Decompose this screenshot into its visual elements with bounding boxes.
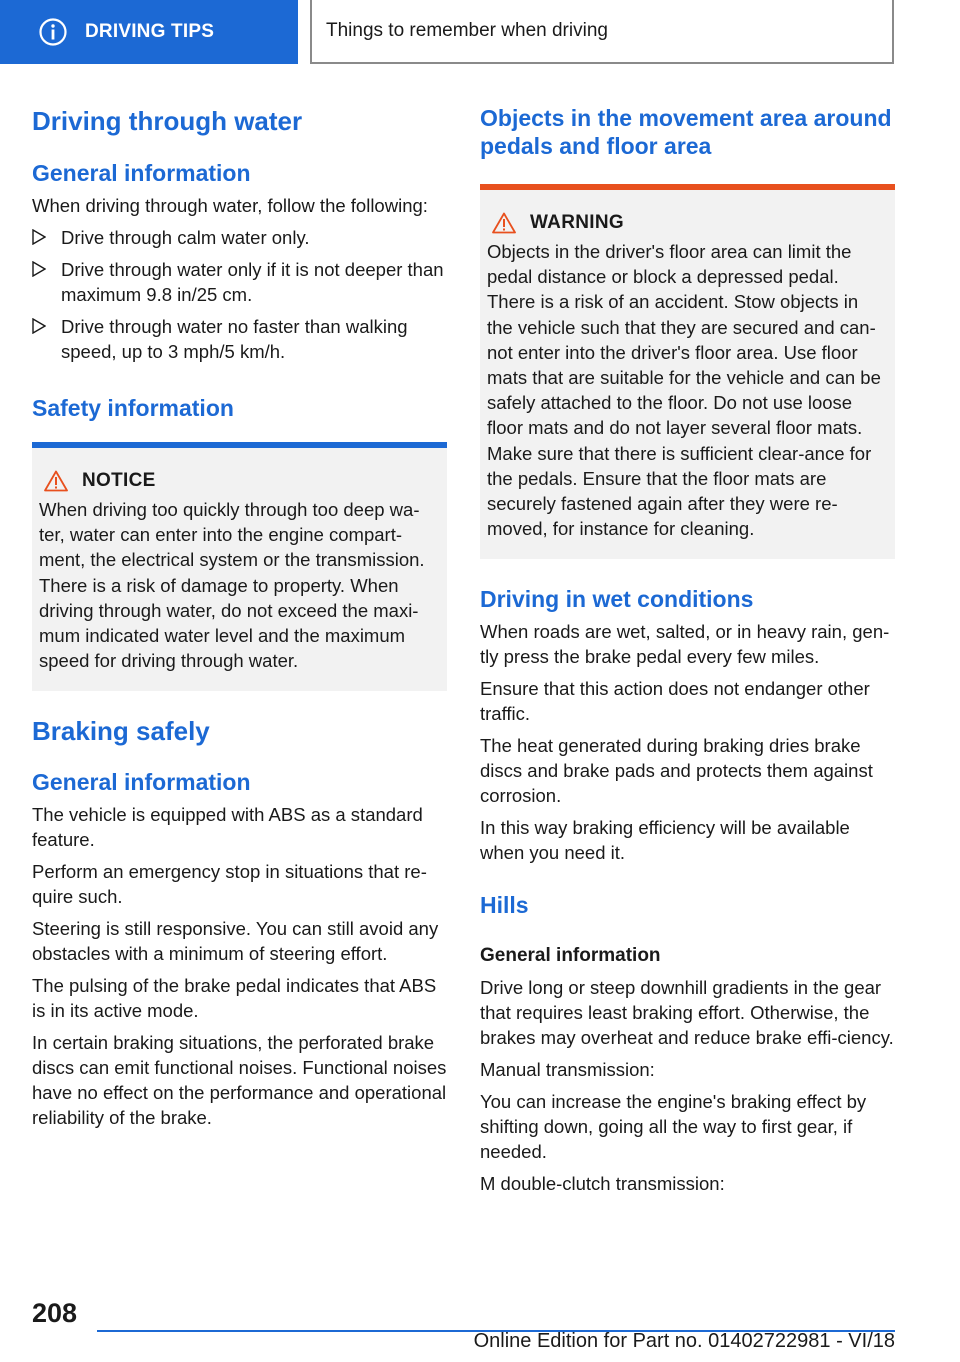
hills-paragraph: Drive long or steep downhill gradients in the gear that requires least braking effort. Otherwise, the brakes may overheat and reduce brake effi-ciency. <box>480 977 894 1049</box>
notice-callout <box>32 442 447 691</box>
notice-label: NOTICE <box>82 470 156 491</box>
warning-header <box>487 212 888 234</box>
chapter-title: Things to remember when driving <box>326 20 608 41</box>
triangle-bullet-icon <box>32 261 46 277</box>
triangle-bullet-icon <box>32 229 46 245</box>
warning-label: WARNING <box>530 212 624 233</box>
hills-general-heading: General information <box>480 945 661 967</box>
section-label: DRIVING TIPS <box>85 21 215 42</box>
braking-paragraph: Perform an emergency stop in situations that re-quire such. <box>32 861 427 908</box>
water-bullet-list <box>32 225 447 364</box>
page-number: 208 <box>32 1298 78 1328</box>
water-intro: When driving through water, follow the following: <box>32 195 428 216</box>
wet-paragraph: The heat generated during braking dries brake discs and brake pads and protects them against corrosion. <box>480 735 873 807</box>
bullet-text: Drive through water no faster than walking speed, up to 3 mph/5 km/h. <box>61 316 408 362</box>
right-column <box>480 96 895 1203</box>
warning-callout <box>480 184 895 559</box>
section-tab <box>0 0 298 64</box>
hills-paragraph: M double-clutch transmission: <box>480 1173 725 1195</box>
hills-paragraph: Manual transmission: <box>480 1059 655 1081</box>
braking-paragraph: The pulsing of the brake pedal indicates that ABS is in its active mode. <box>32 975 437 1022</box>
info-icon <box>38 17 68 47</box>
hills-paragraph: You can increase the engine's braking effect by shifting down, going all the way to first gear, if needed. <box>480 1091 867 1163</box>
list-item <box>32 257 447 307</box>
triangle-bullet-icon <box>32 318 46 334</box>
warning-text: Objects in the driver's floor area can limit the pedal distance or block a depressed pedal. There is a risk of an accident. Stow objects in the vehicle such that they are secured and can-not enter into the driver's floor area. Use floor mats that are suitable for the vehicle and can be safely attached to the floor. Do not use loose floor mats and do not layer several floor mats. Make sure that there is sufficient clear-ance for the pedals. Ensure that the floor mats are securely fastened again after they were re-moved, for instance for cleaning. <box>487 241 881 540</box>
braking-paragraph: In certain braking situations, the perforated brake discs can emit functional noises. Functional noises have no effect on the performance and operational reliability of the brake. <box>32 1032 447 1129</box>
braking-general-heading: General information <box>32 769 251 796</box>
notice-text: When driving too quickly through too deep wa-ter, water can enter into the engine compart-ment, the electrical system or the transmission. There is a risk of damage to property. When driving through water, do not exceed the maxi-mum indicated water level and the maximum speed for driving through water. <box>39 499 425 672</box>
hills-heading: Hills <box>480 892 529 919</box>
braking-safely-heading: Braking safely <box>32 716 210 747</box>
wet-paragraph: Ensure that this action does not endanger other traffic. <box>480 678 870 725</box>
braking-paragraph: Steering is still responsive. You can still avoid any obstacles with a minimum of steering effort. <box>32 918 439 965</box>
warning-triangle-icon <box>44 470 68 492</box>
braking-paragraph: The vehicle is equipped with ABS as a standard feature. <box>32 804 423 851</box>
safety-information-heading: Safety information <box>32 395 234 421</box>
bullet-text: Drive through water only if it is not deeper than maximum 9.8 in/25 cm. <box>61 259 444 305</box>
driving-through-water-heading: Driving through water <box>32 106 303 136</box>
wet-paragraph: When roads are wet, salted, or in heavy rain, gen-tly press the brake pedal every few miles. <box>480 621 890 668</box>
list-item <box>32 225 447 250</box>
wet-paragraph: In this way braking efficiency will be available when you need it. <box>480 817 850 864</box>
list-item <box>32 314 447 364</box>
notice-header <box>39 470 440 492</box>
warning-triangle-icon <box>492 212 516 234</box>
bullet-text: Drive through calm water only. <box>61 227 310 248</box>
water-general-heading: General information <box>32 160 251 186</box>
objects-movement-heading: Objects in the movement area around pedals and floor area <box>480 105 892 159</box>
wet-conditions-heading: Driving in wet conditions <box>480 586 754 613</box>
left-column <box>32 96 447 1137</box>
edition-text: Online Edition for Part no. 01402722981 - VI/18 <box>473 1330 895 1352</box>
chapter-header <box>311 0 894 64</box>
